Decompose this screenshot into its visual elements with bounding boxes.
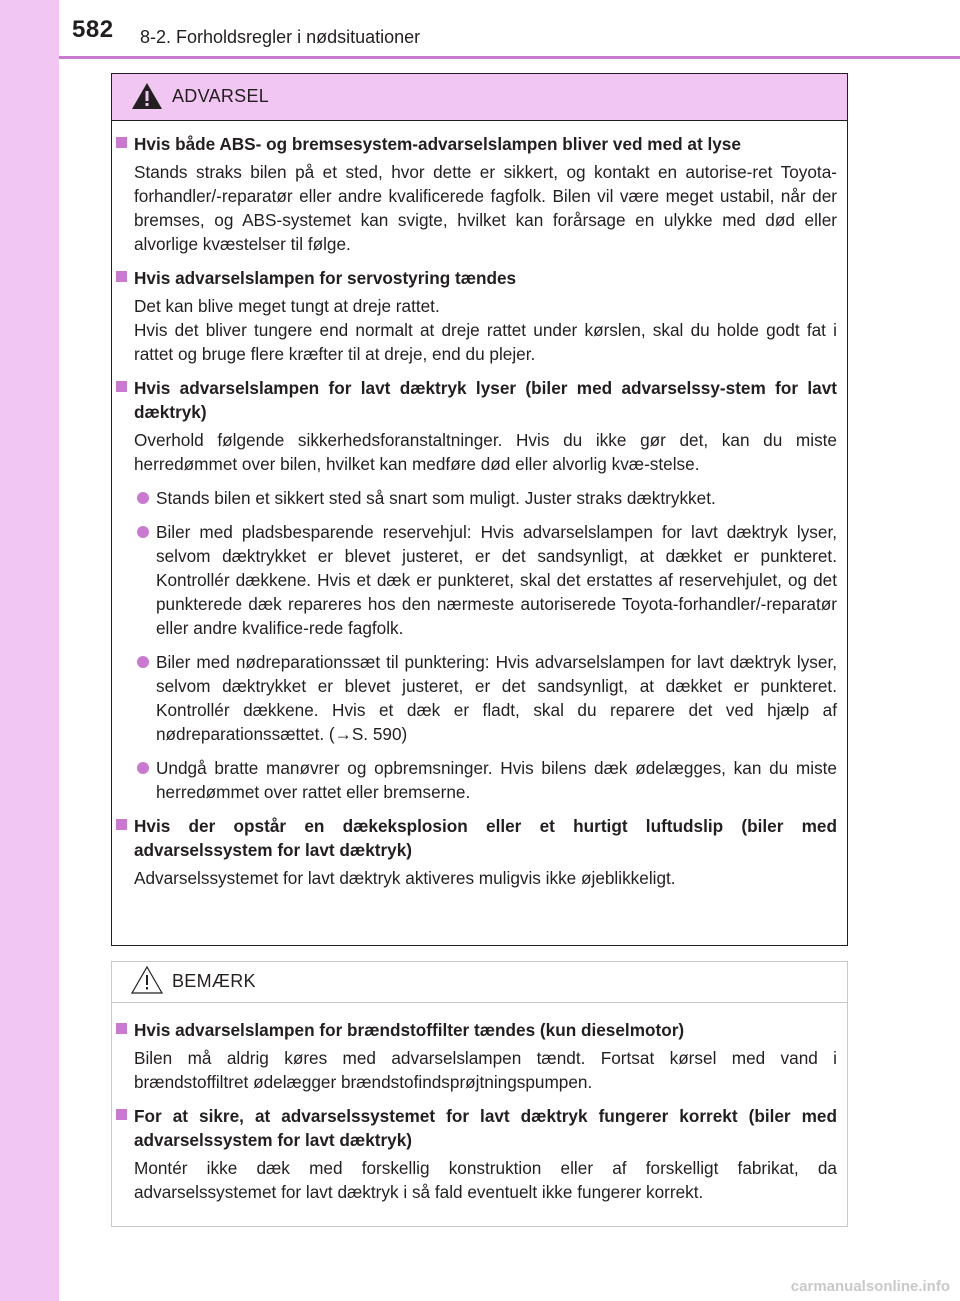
note-box-header [112,962,847,1003]
note-box [111,961,848,1227]
square-bullet-icon [116,381,127,392]
list-item: Biler med nødreparationssæt til punktering: Hvis advarselslampen for lavt dæktryk lyser, selvom dæktrykket er blevet justeret, er det sandsynligt, at dækket er punkteret. Kontrollér dækkene. Hvis et dæk er fladt, skal du reparere det ved hjælp af nødreparationssættet. (→S. 590) [112,650,847,746]
warning-content [112,132,847,890]
circle-bullet-icon [137,656,149,668]
note-content [112,1018,847,1204]
note-box-title: BEMÆRK [172,971,256,991]
warning-box-title: ADVARSEL [172,86,270,106]
circle-bullet-icon [137,762,149,774]
warning-heading: Hvis advarselslampen for servostyring tændes [112,266,847,290]
square-bullet-icon [116,819,127,830]
side-margin-strip [0,0,59,1301]
warning-heading: Hvis både ABS- og bremsesystem-advarselslampen bliver ved med at lyse [112,132,847,156]
list-item: Biler med pladsbesparende reservehjul: Hvis advarselslampen for lavt dæktryk lyser, selvom dæktrykket er blevet justeret, er det sandsynligt, at dækket er punkteret. Kontrollér dækkene. Hvis et dæk er punkteret, skal det erstattes af reservehjulet, og det punkterede dæk repareres hos den nærmeste autoriserede Toyota-forhandler/-reparatør eller andre kvalifice-rede fagfolk. [112,520,847,640]
warning-heading: Hvis advarselslampen for lavt dæktryk lyser (biler med advarselssy-stem for lavt dæktryk) [112,376,847,424]
square-bullet-icon [116,271,127,282]
square-bullet-icon [116,1023,127,1034]
list-item: Undgå bratte manøvrer og opbremsninger. Hvis bilens dæk ødelægges, kan du miste herredømmet over rattet eller bremserne. [112,756,847,804]
caution-triangle-icon [130,965,164,995]
warning-paragraph: Det kan blive meget tungt at dreje rattet. Hvis det bliver tungere end normalt at dreje rattet under kørslen, skal du holde godt fat i rattet og bruge flere kræfter til at dreje, end du plejer. [134,296,837,364]
section-title: 8-2. Forholdsregler i nødsituationer [140,27,421,47]
square-bullet-icon [116,1109,127,1120]
note-heading: Hvis advarselslampen for brændstoffilter tændes (kun dieselmotor) [112,1018,847,1042]
warning-triangle-icon [130,81,164,111]
warning-paragraph: Stands straks bilen på et sted, hvor dette er sikkert, og kontakt en autorise-ret Toyota-forhandler/-reparatør eller andre kvalificerede fagfolk. Bilen vil være meget ustabil, når der bremses, og ABS-systemet kan svigte, hvilket kan forårsage en ulykke med død eller alvorlige kvæstelser til følge. [134,162,837,254]
page-number: 582 [72,16,114,43]
watermark: carmanualsonline.info [790,1278,950,1295]
note-paragraph: Montér ikke dæk med forskellig konstruktion eller af forskelligt fabrikat, da advarselssystemet for lavt dæktryk i så fald eventuelt ikke fungerer korrekt. [134,1158,837,1202]
square-bullet-icon [116,137,127,148]
circle-bullet-icon [137,492,149,504]
warning-paragraph: Advarselssystemet for lavt dæktryk aktiveres muligvis ikke øjeblikkeligt. [134,868,676,888]
warning-box-header [112,74,847,121]
warning-heading: Hvis der opstår en dækeksplosion eller et hurtigt luftudslip (biler med advarselssystem for lavt dæktryk) [112,814,847,862]
header-divider [59,56,960,59]
warning-paragraph: Overhold følgende sikkerhedsforanstaltninger. Hvis du ikke gør det, kan du miste herredømmet over bilen, hvilket kan medføre død eller alvorlig kvæ-stelse. [134,430,837,474]
warning-box [111,73,848,946]
circle-bullet-icon [137,526,149,538]
list-item: Stands bilen et sikkert sted så snart som muligt. Juster straks dæktrykket. [112,486,847,510]
note-paragraph: Bilen må aldrig køres med advarselslampen tændt. Fortsat kørsel med vand i brændstoffiltret ødelægger brændstofindsprøjtningspumpen. [134,1048,837,1092]
note-heading: For at sikre, at advarselssystemet for lavt dæktryk fungerer korrekt (biler med advarselssystem for lavt dæktryk) [112,1104,847,1152]
